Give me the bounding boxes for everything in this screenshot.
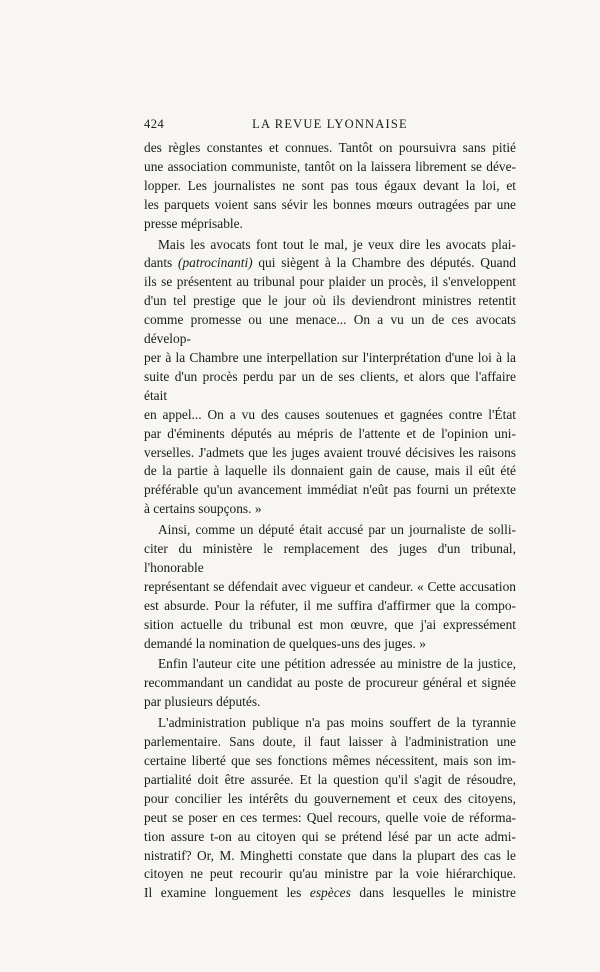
- text-line: ils se présentent au tribunal pour plaider un procès, il s'enveloppent: [144, 274, 516, 290]
- text-line: Enfin l'auteur cite une pétition adressée au ministre de la justice,: [158, 656, 516, 672]
- body-text: [144, 139, 516, 903]
- italic-term: (patrocinanti): [178, 255, 253, 271]
- text-line: les parquets voient sans sévir les bonnes mœurs outragées par une: [144, 196, 516, 212]
- text-line: certaine liberté que ses fonctions mêmes nécessitent, mais son im-: [144, 753, 516, 768]
- italic-term: espèces: [309, 885, 351, 901]
- page-number: 424: [144, 117, 165, 131]
- text-line: demandé la nomination de quelques-uns des juges. »: [144, 635, 426, 651]
- text-line: par plusieurs députés.: [144, 694, 261, 710]
- text-span: dants: [144, 255, 178, 271]
- text-line: Mais les avocats font tout le mal, je veux dire les avocats plai-: [158, 236, 516, 252]
- text-line: de la partie à laquelle ils donnaient gain de cause, mais il eût été: [144, 463, 516, 479]
- text-line: Ainsi, comme un député était accusé par un journaliste de solli-: [158, 522, 516, 538]
- text-line: en appel... On a vu des causes soutenues et gagnées contre l'État: [144, 406, 516, 422]
- text-span: dans lesquelles le ministre: [350, 885, 516, 901]
- text-line: peut se poser en ces termes: Quel recours, quelle voie de réforma-: [144, 809, 516, 825]
- text-line: [144, 884, 516, 903]
- text-line: tion assure t-on au citoyen qui se prétend lésé par un acte admi-: [144, 828, 516, 844]
- text-line: per à la Chambre une interpellation sur l'interprétation d'une loi à la: [144, 349, 516, 365]
- text-line: citer du ministère le remplacement des juges d'un tribunal, l'honorable: [144, 541, 516, 575]
- text-line: [144, 254, 516, 273]
- text-line: pour concilier les intérêts du gouvernement et ceux des citoyens,: [144, 790, 516, 806]
- text-line: recommandant un candidat au poste de procureur général et signée: [144, 675, 516, 691]
- text-line: à certains soupçons. »: [144, 501, 262, 517]
- text-line: sition actuelle du tribunal est mon œuvre, que j'ai expressément: [144, 616, 516, 632]
- text-line: préférable qu'un avancement immédiat n'eût pas fourni un prétexte: [144, 482, 516, 498]
- text-line: comme promesse ou une menace... On a vu un de ces avocats dévelop-: [144, 312, 516, 347]
- text-line: partialité doit être assurée. Et la question qu'il s'agit de résoudre,: [144, 771, 516, 787]
- text-line: suite d'un procès perdu par un de ses clients, et alors que l'affaire était: [144, 368, 516, 403]
- text-line: par d'éminents députés au mépris de l'attente et de l'opinion uni-: [144, 425, 516, 441]
- text-span: Il examine longuement les: [144, 885, 310, 901]
- text-line: représentant se défendait avec vigueur et candeur. « Cette accusation: [144, 578, 516, 594]
- text-line: une association communiste, tantôt on la laissera librement se déve-: [144, 158, 516, 174]
- running-title: LA REVUE LYONNAISE: [252, 117, 408, 131]
- text-line: verselles. J'admets que les juges avaient trouvé décisives les raisons: [144, 444, 516, 460]
- text-span: qui siègent à la Chambre des députés. Quand: [252, 255, 516, 271]
- text-line: presse méprisable.: [144, 215, 243, 231]
- text-line: parlementaire. Sans doute, il faut laisser à l'administration une: [144, 734, 516, 750]
- text-line: L'administration publique n'a pas moins souffert de la tyrannie: [158, 715, 516, 731]
- text-line: nistratif? Or, M. Minghetti constate que dans la plupart des cas le: [144, 847, 516, 863]
- text-line: lopper. Les journalistes ne sont pas tous égaux devant la loi, et: [144, 177, 516, 193]
- text-line: des règles constantes et connues. Tantôt on poursuivra sans pitié: [144, 140, 516, 155]
- running-header: [144, 117, 516, 135]
- text-line: est absurde. Pour la réfuter, il me suffira d'affirmer que la compo-: [144, 597, 516, 613]
- text-line: citoyen ne peut recourir qu'au ministre par la voie hiérarchique.: [144, 866, 516, 882]
- text-line: d'un tel prestige que le jour où ils deviendront ministres retentit: [144, 293, 516, 309]
